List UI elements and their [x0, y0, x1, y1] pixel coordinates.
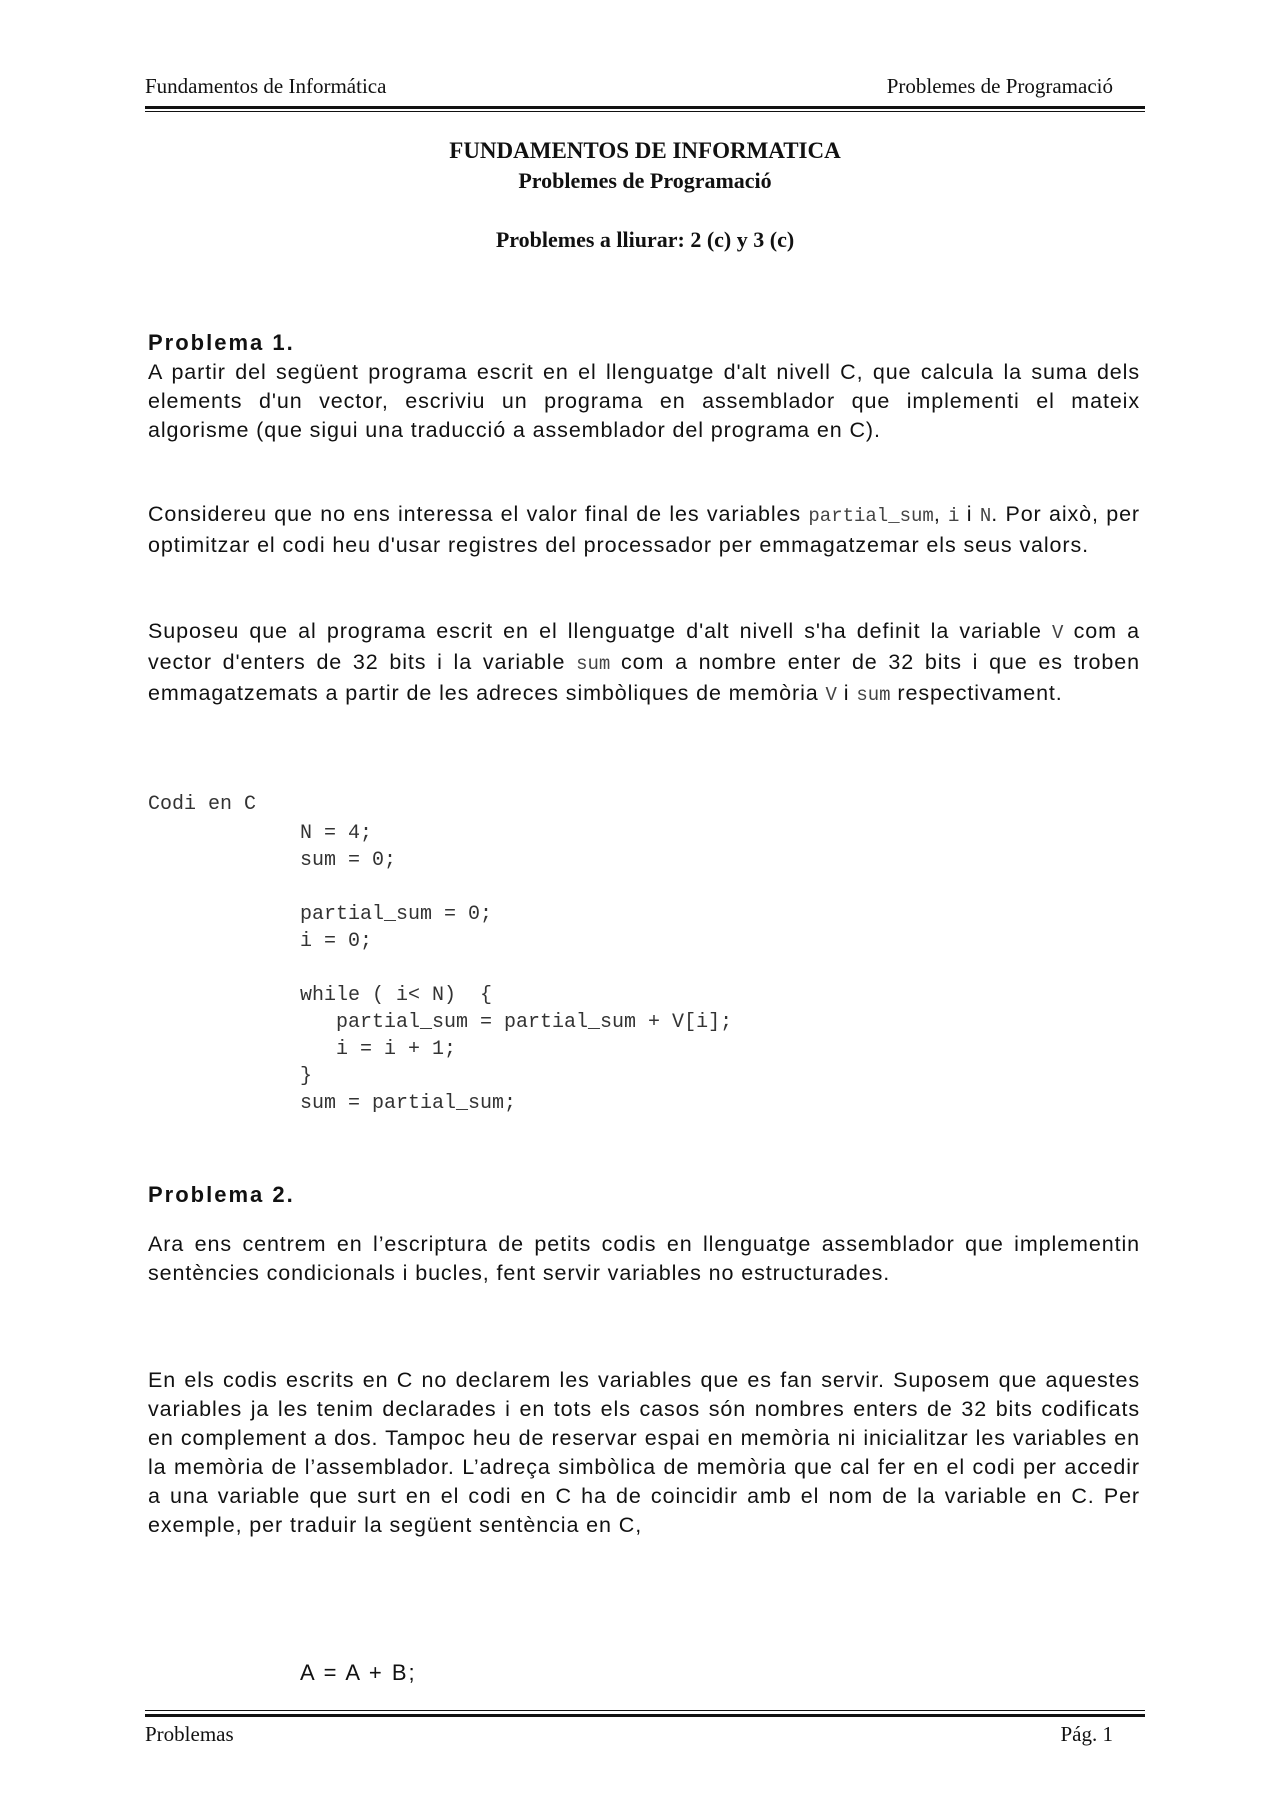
example-statement: A = A + B; — [300, 1660, 417, 1685]
var-v: V — [1052, 622, 1064, 644]
c-code-block — [300, 820, 732, 1117]
header-subject: Problemes de Programació — [886, 74, 1113, 98]
header-course: Fundamentos de Informática — [145, 74, 387, 98]
problem2-paragraph-1: Ara ens centrem en l’escriptura de petits codis en llenguatge assemblador que implementin sentències condicionals i bucles, fent servir variables no estructurades. — [148, 1232, 1140, 1285]
code-line: } — [300, 1065, 313, 1088]
var-n: N — [979, 505, 992, 527]
code-line: partial_sum = partial_sum + V[i]; — [300, 1011, 733, 1034]
deliverables-note: Problemes a lliurar: 2 (c) y 3 (c) — [495, 227, 795, 252]
code-line: i = i + 1; — [300, 1038, 457, 1061]
code-line: sum = partial_sum; — [300, 1092, 517, 1115]
page-header — [145, 74, 1145, 104]
code-label: Codi en C — [148, 793, 257, 816]
code-line: sum = 0; — [300, 849, 397, 872]
code-line: while ( i< N) { — [300, 984, 493, 1007]
header-rule — [145, 106, 1145, 109]
code-line — [300, 955, 732, 982]
var-v-address: V — [825, 684, 837, 706]
footer-rule — [145, 1714, 1145, 1717]
footer-label: Problemas — [145, 1722, 234, 1746]
var-sum-address: sum — [856, 684, 891, 706]
problem1-paragraph-2: Considereu que no ens interessa el valor final de les variables partial_sum, i i N. Por això, per optimitzar el codi heu d'usar registres del processador per emmagatzemar els seus valors. — [148, 502, 1140, 557]
header-rule-thin — [145, 111, 1145, 112]
page-footer — [145, 1722, 1145, 1752]
var-i: i — [948, 505, 960, 527]
page-number: Pág. 1 — [1060, 1722, 1113, 1746]
document-title: FUNDAMENTOS DE INFORMATICA — [449, 138, 841, 163]
problem1-paragraph-3: Suposeu que al programa escrit en el llenguatge d'alt nivell s'ha definit la variable V com a vector d'enters de 32 bits i la variable sum com a nombre enter de 32 bits i que es troben emmagatzemats a partir de les adreces simbòliques de memòria V i sum respectivament. — [148, 619, 1140, 706]
code-line: i = 0; — [300, 930, 373, 953]
problem1-paragraph-1: A partir del següent programa escrit en el llenguatge d'alt nivell C, que calcula la suma dels elements d'un vector, escriviu un programa en assemblador que implementi el mateix algorisme (que sigui una traducció a assemblador del programa en C). — [148, 360, 1140, 442]
problem2-paragraph-2: En els codis escrits en C no declarem les variables que es fan servir. Suposem que aquestes variables ja les tenim declarades i en tots els casos són nombres enters de 32 bits codificats en complement a dos. Tampoc heu de reservar espai en memòria ni inicialitzar les variables en la memòria de l’assemblador. L’adreça simbòlica de memòria que cal fer en el codi per accedir a una variable que surt en el codi en C ha de coincidir amb el nom de la variable en C. Per exemple, per traduir la següent sentència en C, — [148, 1368, 1140, 1537]
footer-rule-thin — [145, 1710, 1145, 1711]
var-sum: sum — [576, 653, 611, 675]
document-subtitle: Problemes de Programació — [518, 168, 772, 193]
var-partial-sum: partial_sum — [808, 505, 934, 527]
problem2-heading: Problema 2. — [148, 1182, 295, 1207]
code-line — [300, 874, 732, 901]
problem1-heading: Problema 1. — [148, 330, 295, 355]
code-line: N = 4; — [300, 822, 373, 845]
code-line: partial_sum = 0; — [300, 903, 493, 926]
